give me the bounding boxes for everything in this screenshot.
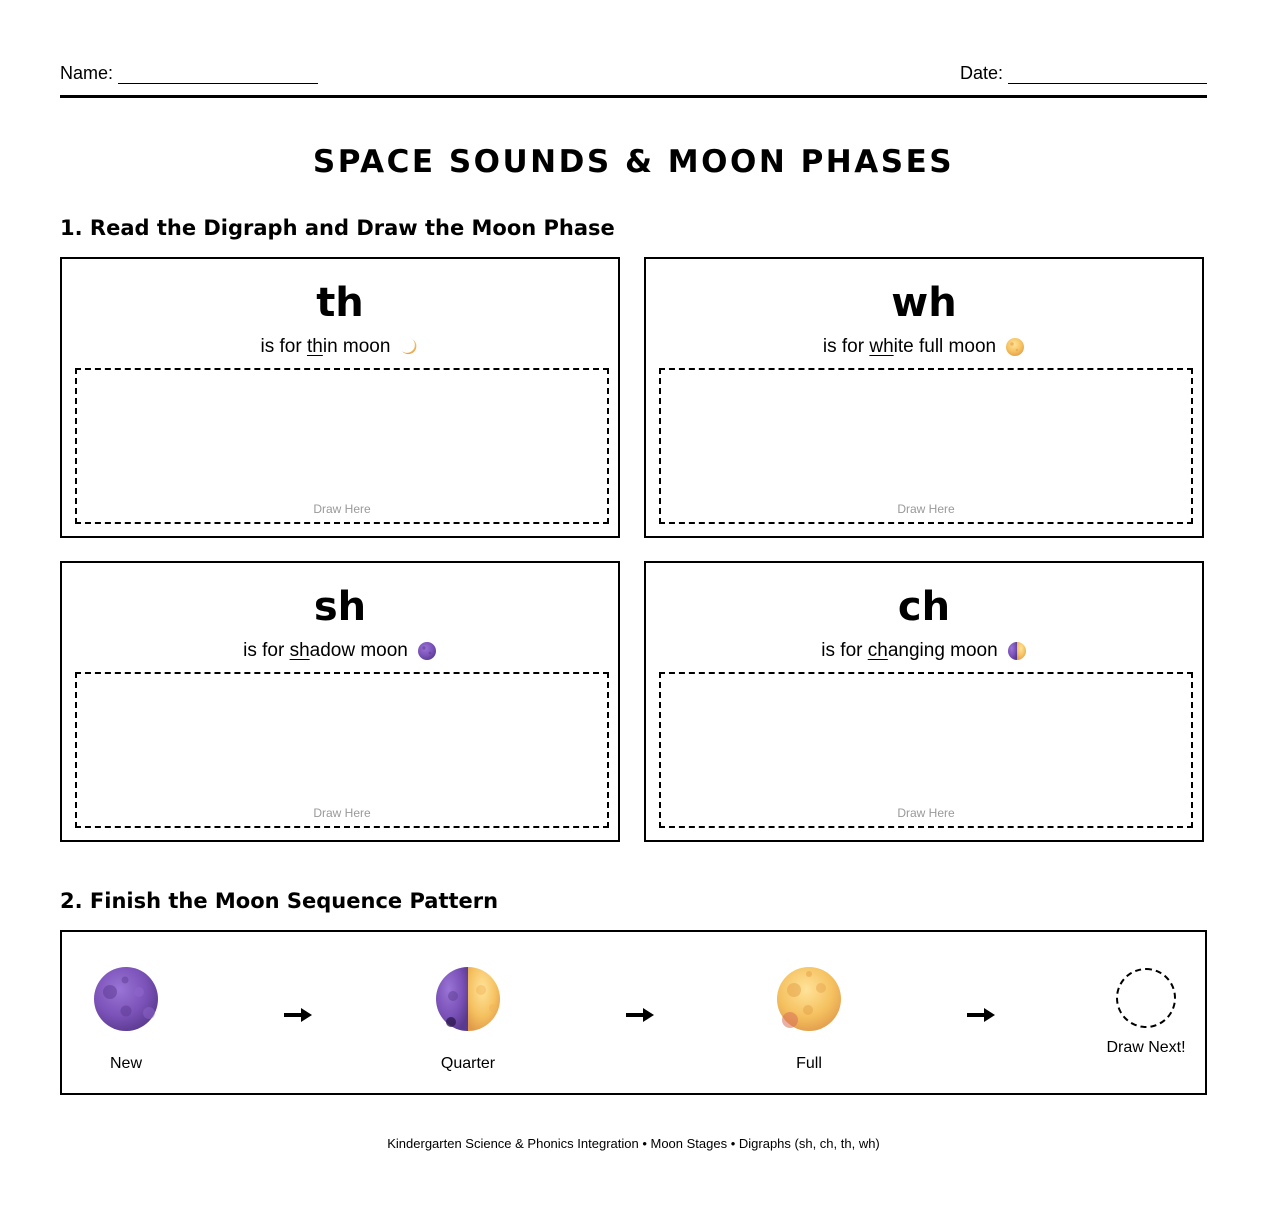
sequence-label: New [109,1055,142,1072]
new-moon-icon [93,966,159,1032]
sequence-item-new [66,966,186,1074]
drawing-area[interactable] [659,368,1193,524]
date-blank-line[interactable] [1008,67,1207,84]
digraph-card-ch [644,561,1204,842]
digraph-caption [62,335,618,359]
digraph-letters: ch [897,584,951,630]
caption-prefix: is for [822,336,870,357]
drawing-area[interactable] [659,672,1193,828]
drawing-area[interactable] [75,368,609,524]
page-title: SPACE SOUNDS & MOON PHASES [312,144,955,180]
digraph-letters: sh [313,584,367,630]
caption-rest: anging moon [887,640,998,661]
quarter-moon-icon [435,966,501,1032]
full-moon-icon [776,966,842,1032]
footer-text: Kindergarten Science & Phonics Integration • Moon Stages • Digraphs (sh, ch, th, wh) [387,1136,880,1151]
draw-here-hint: Draw Here [313,502,371,516]
caption-underlined: wh [869,336,894,357]
header-divider [60,95,1207,98]
right-arrow-icon [284,1008,312,1022]
sequence-item-draw-next[interactable] [1086,968,1206,1058]
dashed-circle-icon[interactable] [1116,968,1176,1028]
name-blank-line[interactable] [118,67,318,84]
full-moon-icon [1005,337,1025,357]
digraph-card-wh [644,257,1204,538]
crescent-moon-icon [399,337,419,357]
digraph-caption [646,335,1202,359]
draw-here-hint: Draw Here [313,806,371,820]
caption-rest: adow moon [309,640,408,661]
digraph-caption [62,639,618,663]
quarter-moon-icon [1007,641,1027,661]
caption-rest: in moon [322,336,391,357]
caption-underlined: th [306,336,323,357]
caption-rest: ite full moon [893,336,997,357]
caption-prefix: is for [243,640,290,661]
sequence-label: Quarter [440,1055,496,1072]
header-row [60,62,1207,86]
caption-underlined: sh [289,640,310,661]
digraph-card-sh [60,561,620,842]
sequence-label: Draw Next! [1106,1039,1186,1056]
digraph-caption [646,639,1202,663]
right-arrow-icon [967,1008,995,1022]
new-moon-icon [417,641,437,661]
draw-here-hint: Draw Here [897,806,955,820]
right-arrow-icon [626,1008,654,1022]
sequence-label: Full [796,1055,822,1072]
drawing-area[interactable] [75,672,609,828]
name-label: Name: [60,63,114,83]
section-1-heading: 1. Read the Digraph and Draw the Moon Phase [60,216,615,240]
name-field[interactable] [60,62,318,84]
caption-prefix: is for [821,640,868,661]
digraph-card-th [60,257,620,538]
moon-sequence-panel [60,930,1207,1095]
sequence-item-full [749,966,869,1074]
date-field[interactable] [960,62,1207,84]
digraph-letters: th [316,280,364,326]
section-2-heading: 2. Finish the Moon Sequence Pattern [60,889,499,913]
sequence-item-quarter [408,966,528,1074]
date-label: Date: [959,63,1003,83]
caption-prefix: is for [260,336,307,357]
draw-here-hint: Draw Here [897,502,955,516]
caption-underlined: ch [867,640,888,661]
digraph-letters: wh [891,280,957,326]
